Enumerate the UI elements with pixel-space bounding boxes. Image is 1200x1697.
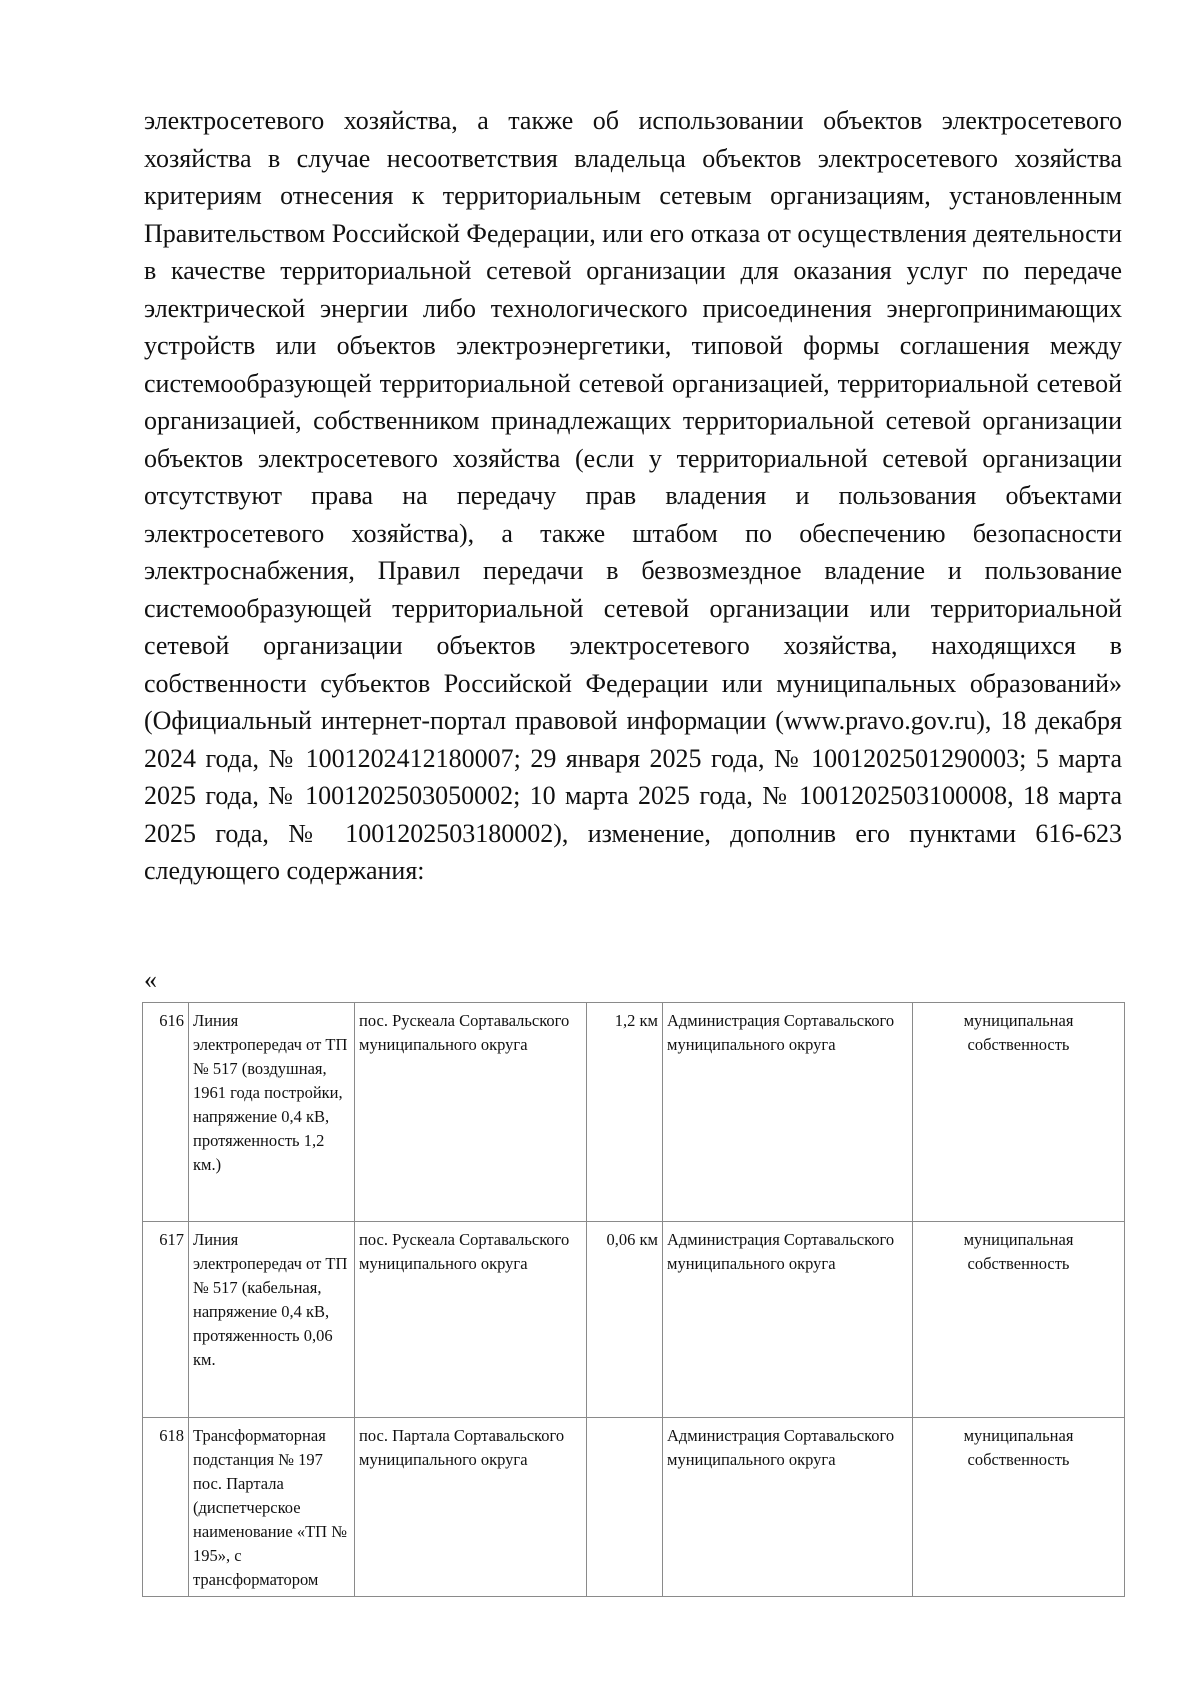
property-registry-table: [142, 1002, 1125, 1597]
object-name: Линия электропередач от ТП № 517 (воздушная, 1961 года постройки, напряжение 0,4 кВ, протяженность 1,2 км.): [189, 1003, 355, 1222]
object-length: 1,2 км: [587, 1003, 663, 1222]
ownership-type: муниципальная собственность: [913, 1418, 1125, 1597]
ownership-type: муниципальная собственность: [913, 1003, 1125, 1222]
right-holder: Администрация Сортавальского муниципального округа: [663, 1418, 913, 1597]
object-length: 0,06 км: [587, 1222, 663, 1418]
body-paragraph: электросетевого хозяйства, а также об использовании объектов электросетевого хозяйства в случае несоответствия владельца объектов электросетевого хозяйства критериям отнесения к территориальным сетевым организациям, установленным Правительством Российской Федерации, или его отказа от осуществления деятельности в качестве территориальной сетевой организации для оказания услуг по передаче электрической энергии либо технологического присоединения энергопринимающих устройств или объектов электроэнергетики, типовой формы соглашения между системообразующей территориальной сетевой организацией, территориальной сетевой организацией, собственником принадлежащих территориальной сетевой организации объектов электросетевого хозяйства (если у территориальной сетевой организации отсутствуют права на передачу прав владения и пользования объектами электросетевого хозяйства), а также штабом по обеспечению безопасности электроснабжения, Правил передачи в безвозмездное владение и пользование системообразующей территориальной сетевой организации или территориальной сетевой организации объектов электросетевого хозяйства, находящихся в собственности субъектов Российской Федерации или муниципальных образований» (Официальный интернет-портал правовой информации (www.pravo.gov.ru), 18 декабря 2024 года, № 1001202412180007; 29 января 2025 года, № 1001202501290003; 5 марта 2025 года, № 1001202503050002; 10 марта 2025 года, № 1001202503100008, 18 марта 2025 года, № 1001202503180002), изменение, дополнив его пунктами 616-623 следующего содержания:: [144, 106, 1122, 885]
right-holder: Администрация Сортавальского муниципального округа: [663, 1003, 913, 1222]
opening-quote-mark: «: [144, 965, 157, 994]
object-name: Трансформаторная подстанция № 197 пос. Партала (диспетчерское наименование «ТП № 195», с трансформатором: [189, 1418, 355, 1597]
object-location: пос. Рускеала Сортавальского муниципального округа: [355, 1222, 587, 1418]
ownership-type: муниципальная собственность: [913, 1222, 1125, 1418]
row-number: 616: [143, 1003, 189, 1222]
object-location: пос. Рускеала Сортавальского муниципального округа: [355, 1003, 587, 1222]
table-row: [143, 1003, 1125, 1222]
table-row: [143, 1222, 1125, 1418]
right-holder: Администрация Сортавальского муниципального округа: [663, 1222, 913, 1418]
row-number: 617: [143, 1222, 189, 1418]
object-length: [587, 1418, 663, 1597]
table-row: [143, 1418, 1125, 1597]
row-number: 618: [143, 1418, 189, 1597]
object-name: Линия электропередач от ТП № 517 (кабельная, напряжение 0,4 кВ, протяженность 0,06 км.: [189, 1222, 355, 1418]
object-location: пос. Партала Сортавальского муниципального округа: [355, 1418, 587, 1597]
